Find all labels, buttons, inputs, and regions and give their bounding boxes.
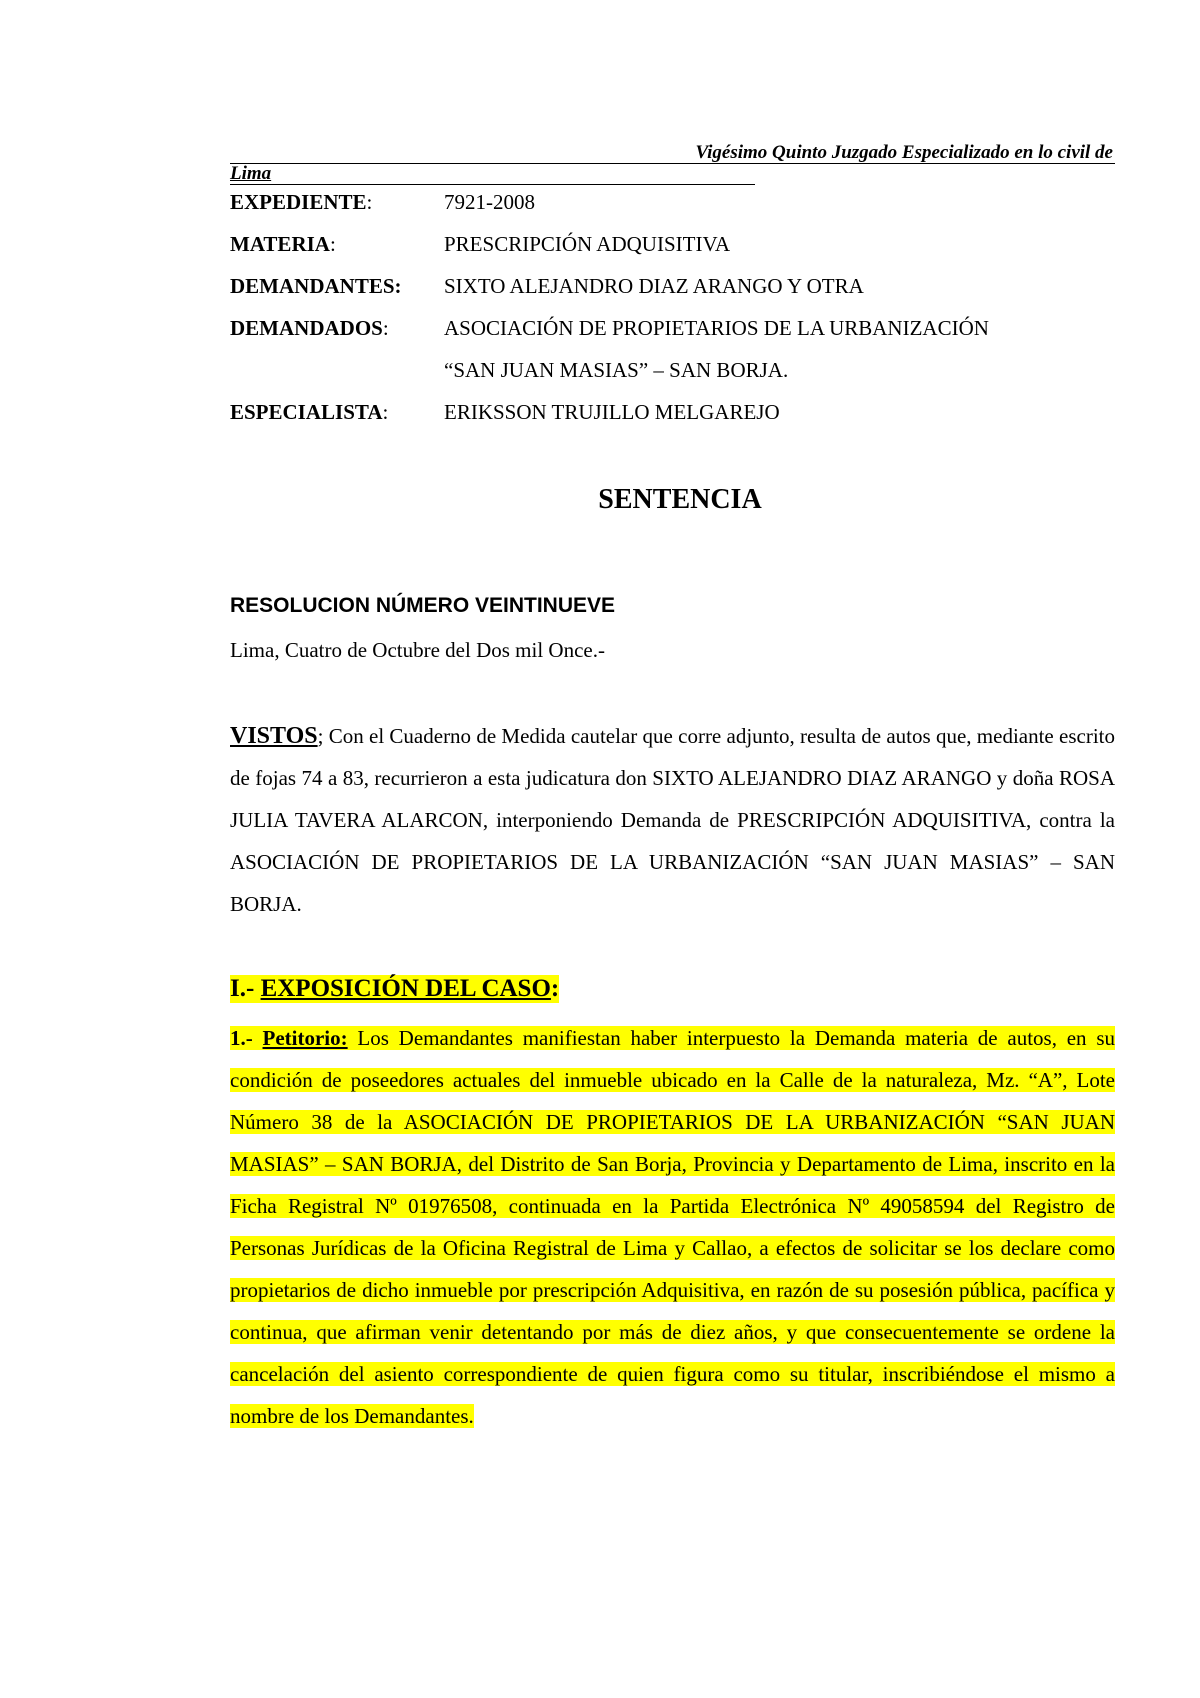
demandantes-value: SIXTO ALEJANDRO DIAZ ARANGO Y OTRA: [444, 274, 864, 298]
expediente-label: EXPEDIENTE:: [230, 190, 373, 214]
demandados-value-line1: ASOCIACIÓN DE PROPIETARIOS DE LA URBANIZACIÓN: [444, 316, 989, 340]
especialista-value: ERIKSSON TRUJILLO MELGAREJO: [444, 400, 780, 424]
section-heading-exposicion: I.- EXPOSICIÓN DEL CASO:: [230, 975, 560, 1002]
vistos-paragraph: [230, 715, 1115, 925]
materia-label: MATERIA:: [230, 232, 336, 256]
resolution-number: RESOLUCION NÚMERO VEINTINUEVE: [230, 594, 616, 617]
materia-value: PRESCRIPCIÓN ADQUISITIVA: [444, 232, 731, 256]
place-date: Lima, Cuatro de Octubre del Dos mil Once.-: [230, 638, 605, 662]
court-header: [230, 143, 1115, 185]
demandantes-label: DEMANDANTES:: [230, 274, 402, 298]
vistos-punct: ;: [317, 724, 324, 748]
demandados-value-line2: “SAN JUAN MASIAS” – SAN BORJA.: [444, 358, 789, 382]
section-heading-title: EXPOSICIÓN DEL CASO: [260, 975, 551, 1002]
petitorio-label: Petitorio:: [262, 1026, 348, 1050]
demandados-label: DEMANDADOS:: [230, 316, 389, 340]
expediente-value: 7921-2008: [444, 190, 535, 214]
court-name-line1: Vigésimo Quinto Juzgado Especializado en lo civil de: [230, 143, 1115, 164]
vistos-label: VISTOS: [230, 723, 318, 749]
document-title: SENTENCIA: [598, 484, 762, 515]
petitorio-highlight: [230, 1026, 1115, 1428]
petitorio-number: 1.-: [230, 1026, 253, 1050]
vistos-text: Con el Cuaderno de Medida cautelar que corre adjunto, resulta de autos que, mediante escrito de fojas 74 a 83, recurrieron a esta judicatura don SIXTO ALEJANDRO DIAZ ARANGO y doña ROSA JULIA TAVERA ALARCON, interponiendo Demanda de PRESCRIPCIÓN ADQUISITIVA, contra la ASOCIACIÓN DE PROPIETARIOS DE LA URBANIZACIÓN “SAN JUAN MASIAS” – SAN BORJA.: [230, 724, 1115, 916]
court-name-line2: Lima: [230, 164, 755, 185]
especialista-label: ESPECIALISTA:: [230, 400, 389, 424]
petitorio-paragraph: [230, 1017, 1115, 1437]
petitorio-text: Los Demandantes manifiestan haber interpuesto la Demanda materia de autos, en su condición de poseedores actuales del inmueble ubicado en la Calle de la naturaleza, Mz. “A”, Lote Número 38 de la ASOCIACIÓN DE PROPIETARIOS DE LA URBANIZACIÓN “SAN JUAN MASIAS” – SAN BORJA, del Distrito de San Borja, Provincia y Departamento de Lima, inscrito en la Ficha Registral Nº 01976508, continuada en la Partida Electrónica Nº 49058594 del Registro de Personas Jurídicas de la Oficina Registral de Lima y Callao, a efectos de solicitar se los declare como propietarios de dicho inmueble por prescripción Adquisitiva, en razón de su posesión pública, pacífica y continua, que afirman venir detentando por más de diez años, y que consecuentemente se ordene la cancelación del asiento correspondiente de quien figura como su titular, inscribiéndose el mismo a nombre de los Demandantes.: [230, 1026, 1115, 1428]
